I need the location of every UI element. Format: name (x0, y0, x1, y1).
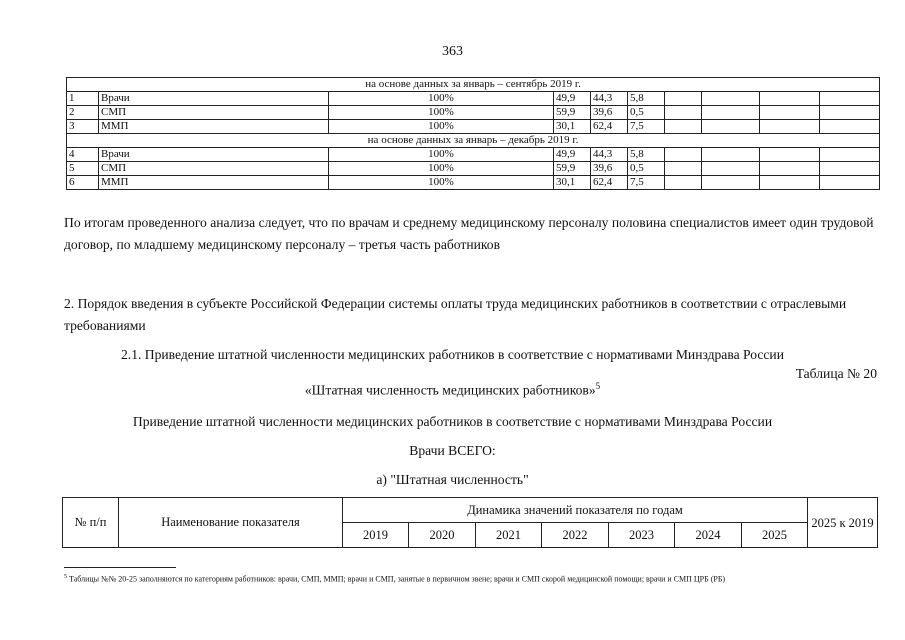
table-row (67, 176, 880, 190)
footnote-text: Таблицы №№ 20-25 заполняются по категориям работников: врачи, СМП, ММП; врачи и СМП, занятые в первичном звене; врачи и СМП скорой медицинской помощи; врачи и СМП ЦРБ (РБ) (69, 574, 726, 584)
year-header: 2023 (609, 523, 675, 548)
row-value-3: 0,5 (628, 106, 665, 120)
empty-cell (665, 106, 702, 120)
empty-cell (665, 92, 702, 106)
row-value-2: 39,6 (591, 162, 628, 176)
row-value-2: 44,3 (591, 92, 628, 106)
row-value-1: 59,9 (554, 106, 591, 120)
row-name: Врачи (99, 148, 329, 162)
empty-cell (702, 106, 760, 120)
row-value-2: 62,4 (591, 120, 628, 134)
empty-cell (760, 92, 820, 106)
section-2-heading: 2. Порядок введения в субъекте Российской Федерации системы оплаты труда медицинских работников в соответствии с отраслевыми требованиями (64, 296, 847, 333)
empty-cell (702, 92, 760, 106)
row-percent: 100% (329, 176, 554, 190)
footnote (64, 574, 894, 584)
row-percent: 100% (329, 92, 554, 106)
col-number-header: № п/п (63, 498, 119, 548)
row-value-2: 39,6 (591, 106, 628, 120)
staffing-dynamics-table (62, 497, 878, 548)
row-value-3: 7,5 (628, 120, 665, 134)
empty-cell (665, 162, 702, 176)
year-header: 2025 (742, 523, 808, 548)
col-dynamics-header: Динамика значений показателя по годам (343, 498, 808, 523)
row-number: 1 (67, 92, 99, 106)
footnote-divider (64, 567, 176, 568)
empty-cell (760, 162, 820, 176)
row-value-3: 0,5 (628, 162, 665, 176)
year-header: 2022 (542, 523, 609, 548)
year-header: 2021 (476, 523, 542, 548)
year-header: 2024 (675, 523, 742, 548)
section-2-1-heading: 2.1. Приведение штатной численности медицинских работников в соответствие с нормативами Минздрава России (121, 347, 784, 362)
row-value-1: 49,9 (554, 92, 591, 106)
row-value-2: 44,3 (591, 148, 628, 162)
row-value-1: 59,9 (554, 162, 591, 176)
row-value-3: 5,8 (628, 92, 665, 106)
empty-cell (702, 120, 760, 134)
row-name: Врачи (99, 92, 329, 106)
empty-cell (702, 162, 760, 176)
empty-cell (820, 176, 880, 190)
row-number: 6 (67, 176, 99, 190)
row-value-3: 5,8 (628, 148, 665, 162)
category-heading: Врачи ВСЕГО: (409, 443, 496, 458)
col-ratio-header: 2025 к 2019 (808, 498, 878, 548)
footnote-reference: 5 (595, 381, 601, 391)
table-heading: Приведение штатной численности медицинских работников в соответствие с нормативами Минздрава России (132, 414, 773, 429)
header-row (63, 498, 878, 523)
staff-contracts-table (66, 77, 880, 190)
period-row (67, 78, 880, 92)
row-value-2: 62,4 (591, 176, 628, 190)
empty-cell (820, 148, 880, 162)
table-row (67, 162, 880, 176)
year-header: 2019 (343, 523, 409, 548)
empty-cell (820, 162, 880, 176)
row-name: СМП (99, 106, 329, 120)
table-row (67, 120, 880, 134)
empty-cell (665, 176, 702, 190)
col-name-header: Наименование показателя (119, 498, 343, 548)
footnote-marker: 5 (64, 574, 67, 580)
subsection-heading: а) "Штатная численность" (376, 472, 529, 487)
empty-cell (702, 176, 760, 190)
table-title-text: «Штатная численность медицинских работников» (304, 382, 596, 398)
row-name: ММП (99, 120, 329, 134)
empty-cell (665, 148, 702, 162)
row-percent: 100% (329, 148, 554, 162)
empty-cell (760, 106, 820, 120)
row-value-3: 7,5 (628, 176, 665, 190)
table-row (67, 148, 880, 162)
analysis-paragraph: По итогам проведенного анализа следует, что по врачам и среднему медицинскому персоналу половина специалистов имеет один трудовой договор, по младшему медицинскому персоналу – третья часть работников (64, 215, 874, 252)
empty-cell (760, 148, 820, 162)
period-row (67, 134, 880, 148)
row-percent: 100% (329, 162, 554, 176)
year-header: 2020 (409, 523, 476, 548)
table-row (67, 92, 880, 106)
row-value-1: 49,9 (554, 148, 591, 162)
row-name: ММП (99, 176, 329, 190)
row-percent: 100% (329, 106, 554, 120)
period-label: на основе данных за январь – сентябрь 2019 г. (67, 78, 880, 92)
period-label: на основе данных за январь – декабрь 2019 г. (67, 134, 880, 148)
row-number: 5 (67, 162, 99, 176)
row-number: 2 (67, 106, 99, 120)
row-percent: 100% (329, 120, 554, 134)
table-title (0, 381, 905, 399)
empty-cell (820, 92, 880, 106)
row-number: 3 (67, 120, 99, 134)
table-row (67, 106, 880, 120)
empty-cell (820, 106, 880, 120)
empty-cell (665, 120, 702, 134)
table-number-label: Таблица № 20 (795, 366, 877, 381)
row-value-1: 30,1 (554, 120, 591, 134)
row-name: СМП (99, 162, 329, 176)
empty-cell (820, 120, 880, 134)
row-number: 4 (67, 148, 99, 162)
row-value-1: 30,1 (554, 176, 591, 190)
empty-cell (760, 176, 820, 190)
empty-cell (702, 148, 760, 162)
empty-cell (760, 120, 820, 134)
page-number: 363 (442, 44, 463, 59)
